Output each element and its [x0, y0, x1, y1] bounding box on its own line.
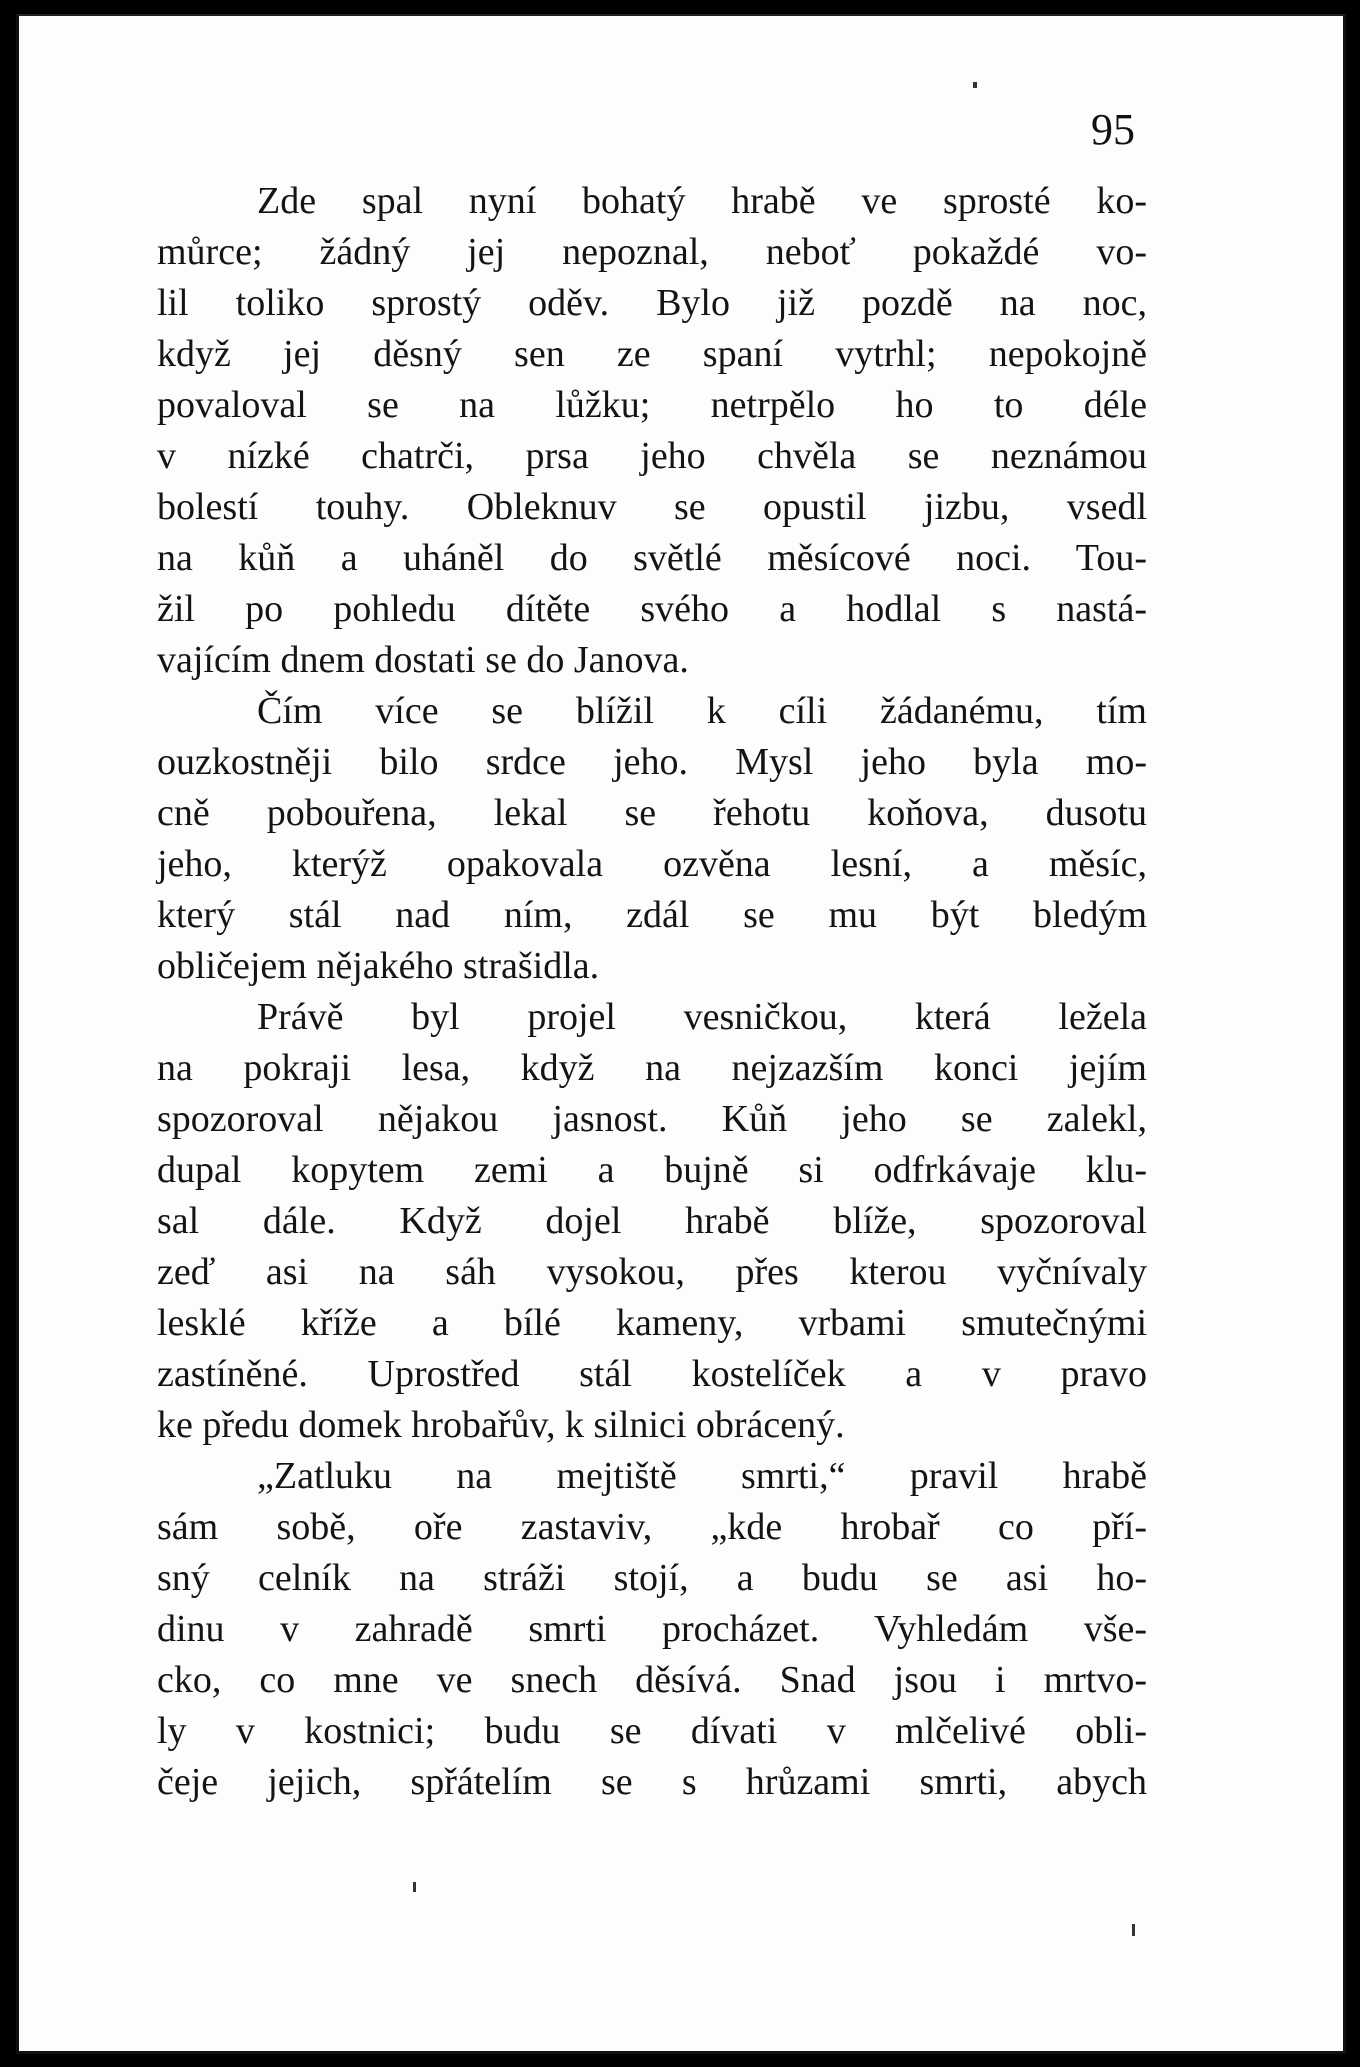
- text-line: čeje jejich, spřátelím se s hrůzami smrti, abych: [157, 1761, 1147, 1803]
- text-line: můrce; žádný jej nepoznal, neboť pokaždé vo-: [157, 231, 1147, 273]
- text-line: v nízké chatrči, prsa jeho chvěla se neznámou: [157, 435, 1147, 477]
- text-line: sný celník na stráži stojí, a budu se asi ho-: [157, 1557, 1147, 1599]
- text-line: lil toliko sprostý oděv. Bylo již pozdě na noc,: [157, 282, 1147, 324]
- book-page: [16, 14, 1346, 2054]
- text-line: zeď asi na sáh vysokou, přes kterou vyčnívaly: [157, 1251, 1147, 1293]
- text-line: „Zatluku na mejtiště smrti,“ pravil hrabě: [257, 1455, 1147, 1497]
- text-line: cko, co mne ve snech děsívá. Snad jsou i mrtvo-: [157, 1659, 1147, 1701]
- print-speck: [973, 82, 977, 88]
- text-line: na kůň a uháněl do světlé měsícové noci. Tou-: [157, 537, 1147, 579]
- print-speck: [413, 1882, 416, 1892]
- text-line: ouzkostněji bilo srdce jeho. Mysl jeho byla mo-: [157, 741, 1147, 783]
- text-line: povaloval se na lůžku; netrpělo ho to déle: [157, 384, 1147, 426]
- text-line: dinu v zahradě smrti procházet. Vyhledám vše-: [157, 1608, 1147, 1650]
- text-line: spozoroval nějakou jasnost. Kůň jeho se zalekl,: [157, 1098, 1147, 1140]
- page-number: 95: [1091, 105, 1135, 154]
- text-line: bolestí touhy. Obleknuv se opustil jizbu, vsedl: [157, 486, 1147, 528]
- text-line: dupal kopytem zemi a bujně si odfrkávaje klu-: [157, 1149, 1147, 1191]
- text-line: který stál nad ním, zdál se mu být bledým: [157, 894, 1147, 936]
- text-line: když jej děsný sen ze spaní vytrhl; nepokojně: [157, 333, 1147, 375]
- text-line: ly v kostnici; budu se dívati v mlčelivé obli-: [157, 1710, 1147, 1752]
- text-line: cně pobouřena, lekal se řehotu koňova, dusotu: [157, 792, 1147, 834]
- text-line: Zde spal nyní bohatý hrabě ve sprosté ko-: [257, 180, 1147, 222]
- text-line: jeho, kterýž opakovala ozvěna lesní, a měsíc,: [157, 843, 1147, 885]
- text-line: obličejem nějakého strašidla.: [157, 945, 600, 987]
- text-line: vajícím dnem dostati se do Janova.: [157, 639, 689, 681]
- text-line: žil po pohledu dítěte svého a hodlal s nastá-: [157, 588, 1147, 630]
- text-line: sám sobě, oře zastaviv, „kde hrobař co pří-: [157, 1506, 1147, 1548]
- text-line: zastíněné. Uprostřed stál kostelíček a v pravo: [157, 1353, 1147, 1395]
- text-line: na pokraji lesa, když na nejzazším konci jejím: [157, 1047, 1147, 1089]
- body-text: [157, 176, 1147, 1808]
- text-line: Čím více se blížil k cíli žádanému, tím: [257, 690, 1147, 732]
- print-speck: [1132, 1924, 1135, 1936]
- text-line: lesklé kříže a bílé kameny, vrbami smutečnými: [157, 1302, 1147, 1344]
- text-line: Právě byl projel vesničkou, která ležela: [257, 996, 1147, 1038]
- text-line: ke předu domek hrobařův, k silnici obrácený.: [157, 1404, 845, 1446]
- text-line: sal dále. Když dojel hrabě blíže, spozoroval: [157, 1200, 1147, 1242]
